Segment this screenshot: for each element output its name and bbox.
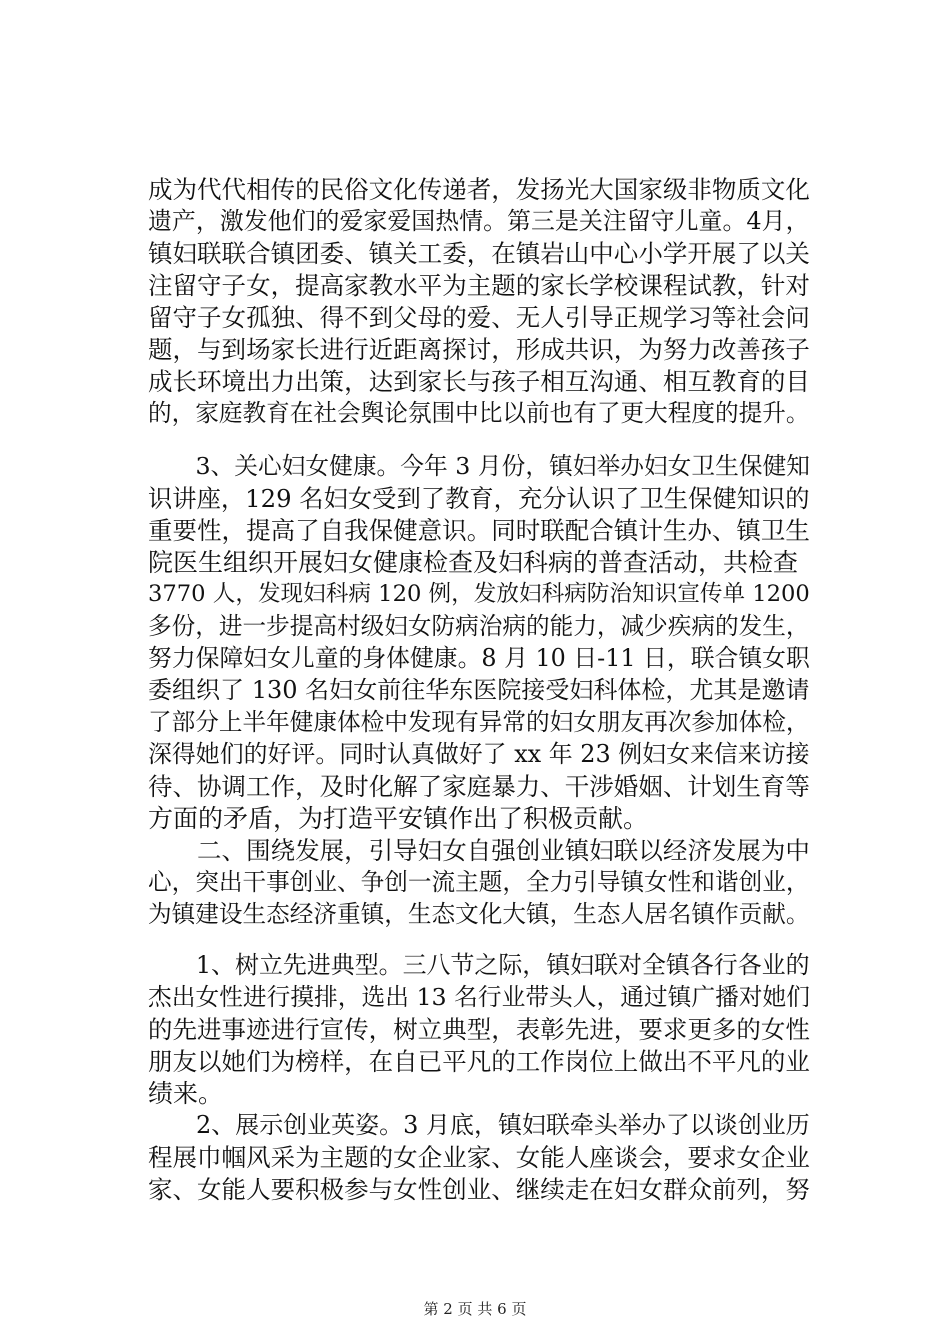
body-text-line: 的，家庭教育在社会舆论氛围中比以前也有了更大程度的提升。	[148, 399, 810, 427]
body-text-line: 重要性，提高了自我保健意识。同时联配合镇计生办、镇卫生	[148, 516, 810, 545]
body-text-line: 杰出女性进行摸排，选出 13 名行业带头人，通过镇广播对她们	[148, 983, 810, 1011]
body-text-line: 心，突出干事创业、争创一流主题，全力引导镇女性和谐创业，	[148, 868, 810, 896]
body-text-line: 委组织了 130 名妇女前往华东医院接受妇科体检，尤其是邀请	[148, 676, 810, 704]
body-text-line: 家、女能人要积极参与女性创业、继续走在妇女群众前列，努	[148, 1175, 810, 1204]
body-text-line: 绩来。	[148, 1079, 224, 1108]
body-text-line: 程展巾帼风采为主题的女企业家、女能人座谈会，要求女企业	[148, 1143, 810, 1172]
body-text-line: 1、树立先进典型。三八节之际，镇妇联对全镇各行各业的	[148, 951, 810, 979]
body-text-line: 朋友以她们为榜样，在自已平凡的工作岗位上做出不平凡的业	[148, 1047, 810, 1076]
body-text-line: 识讲座，129 名妇女受到了教育，充分认识了卫生保健知识的	[148, 484, 810, 513]
body-text-line: 院医生组织开展妇女健康检查及妇科病的普查活动，共检查	[148, 548, 799, 577]
body-text-line: 遗产，激发他们的爱家爱国热情。第三是关注留守儿童。4月，	[148, 207, 810, 235]
body-text-line: 努力保障妇女儿童的身体健康。8 月 10 日-11 日，联合镇女职	[148, 644, 810, 672]
body-text-line: 二、围绕发展，引导妇女自强创业镇妇联以经济发展为中	[148, 836, 810, 865]
body-text-line: 2、展示创业英姿。3 月底，镇妇联牵头举办了以谈创业历	[148, 1111, 810, 1139]
body-text-line: 3、关心妇女健康。今年 3 月份，镇妇举办妇女卫生保健知	[148, 452, 810, 480]
body-text-line: 镇妇联联合镇团委、镇关工委，在镇岩山中心小学开展了以关	[148, 239, 810, 268]
body-text-line: 题，与到场家长进行近距离探讨，形成共识，为努力改善孩子	[148, 335, 810, 364]
body-text-line: 为镇建设生态经济重镇，生态文化大镇，生态人居名镇作贡献。	[148, 900, 810, 928]
body-text-line: 留守子女孤独、得不到父母的爱、无人引导正规学习等社会问	[148, 303, 810, 332]
body-text-line: 待、协调工作，及时化解了家庭暴力、干涉婚姻、计划生育等	[148, 772, 810, 801]
body-text-line: 了部分上半年健康体检中发现有异常的妇女朋友再次参加体检，	[148, 708, 810, 736]
body-text-line: 深得她们的好评。同时认真做好了 xx 年 23 例妇女来信来访接	[148, 740, 810, 768]
body-text-line: 成为代代相传的民俗文化传递者，发扬光大国家级非物质文化	[148, 175, 810, 204]
body-text-line: 注留守子女，提高家教水平为主题的家长学校课程试教，针对	[148, 271, 810, 300]
body-text-line: 的先进事迹进行宣传，树立典型，表彰先进，要求更多的女性	[148, 1015, 810, 1044]
body-text-line: 成长环境出力出策，达到家长与孩子相互沟通、相互教育的目	[148, 367, 810, 396]
body-text-line: 3770 人，发现妇科病 120 例，发放妇科病防治知识宣传单 1200	[148, 581, 810, 607]
page-number-footer: 第 2 页 共 6 页	[423, 1300, 527, 1318]
body-text-line: 多份，进一步提高村级妇女防病治病的能力，减少疾病的发生，	[148, 612, 810, 640]
body-text-line: 方面的矛盾，为打造平安镇作出了积极贡献。	[148, 804, 649, 833]
